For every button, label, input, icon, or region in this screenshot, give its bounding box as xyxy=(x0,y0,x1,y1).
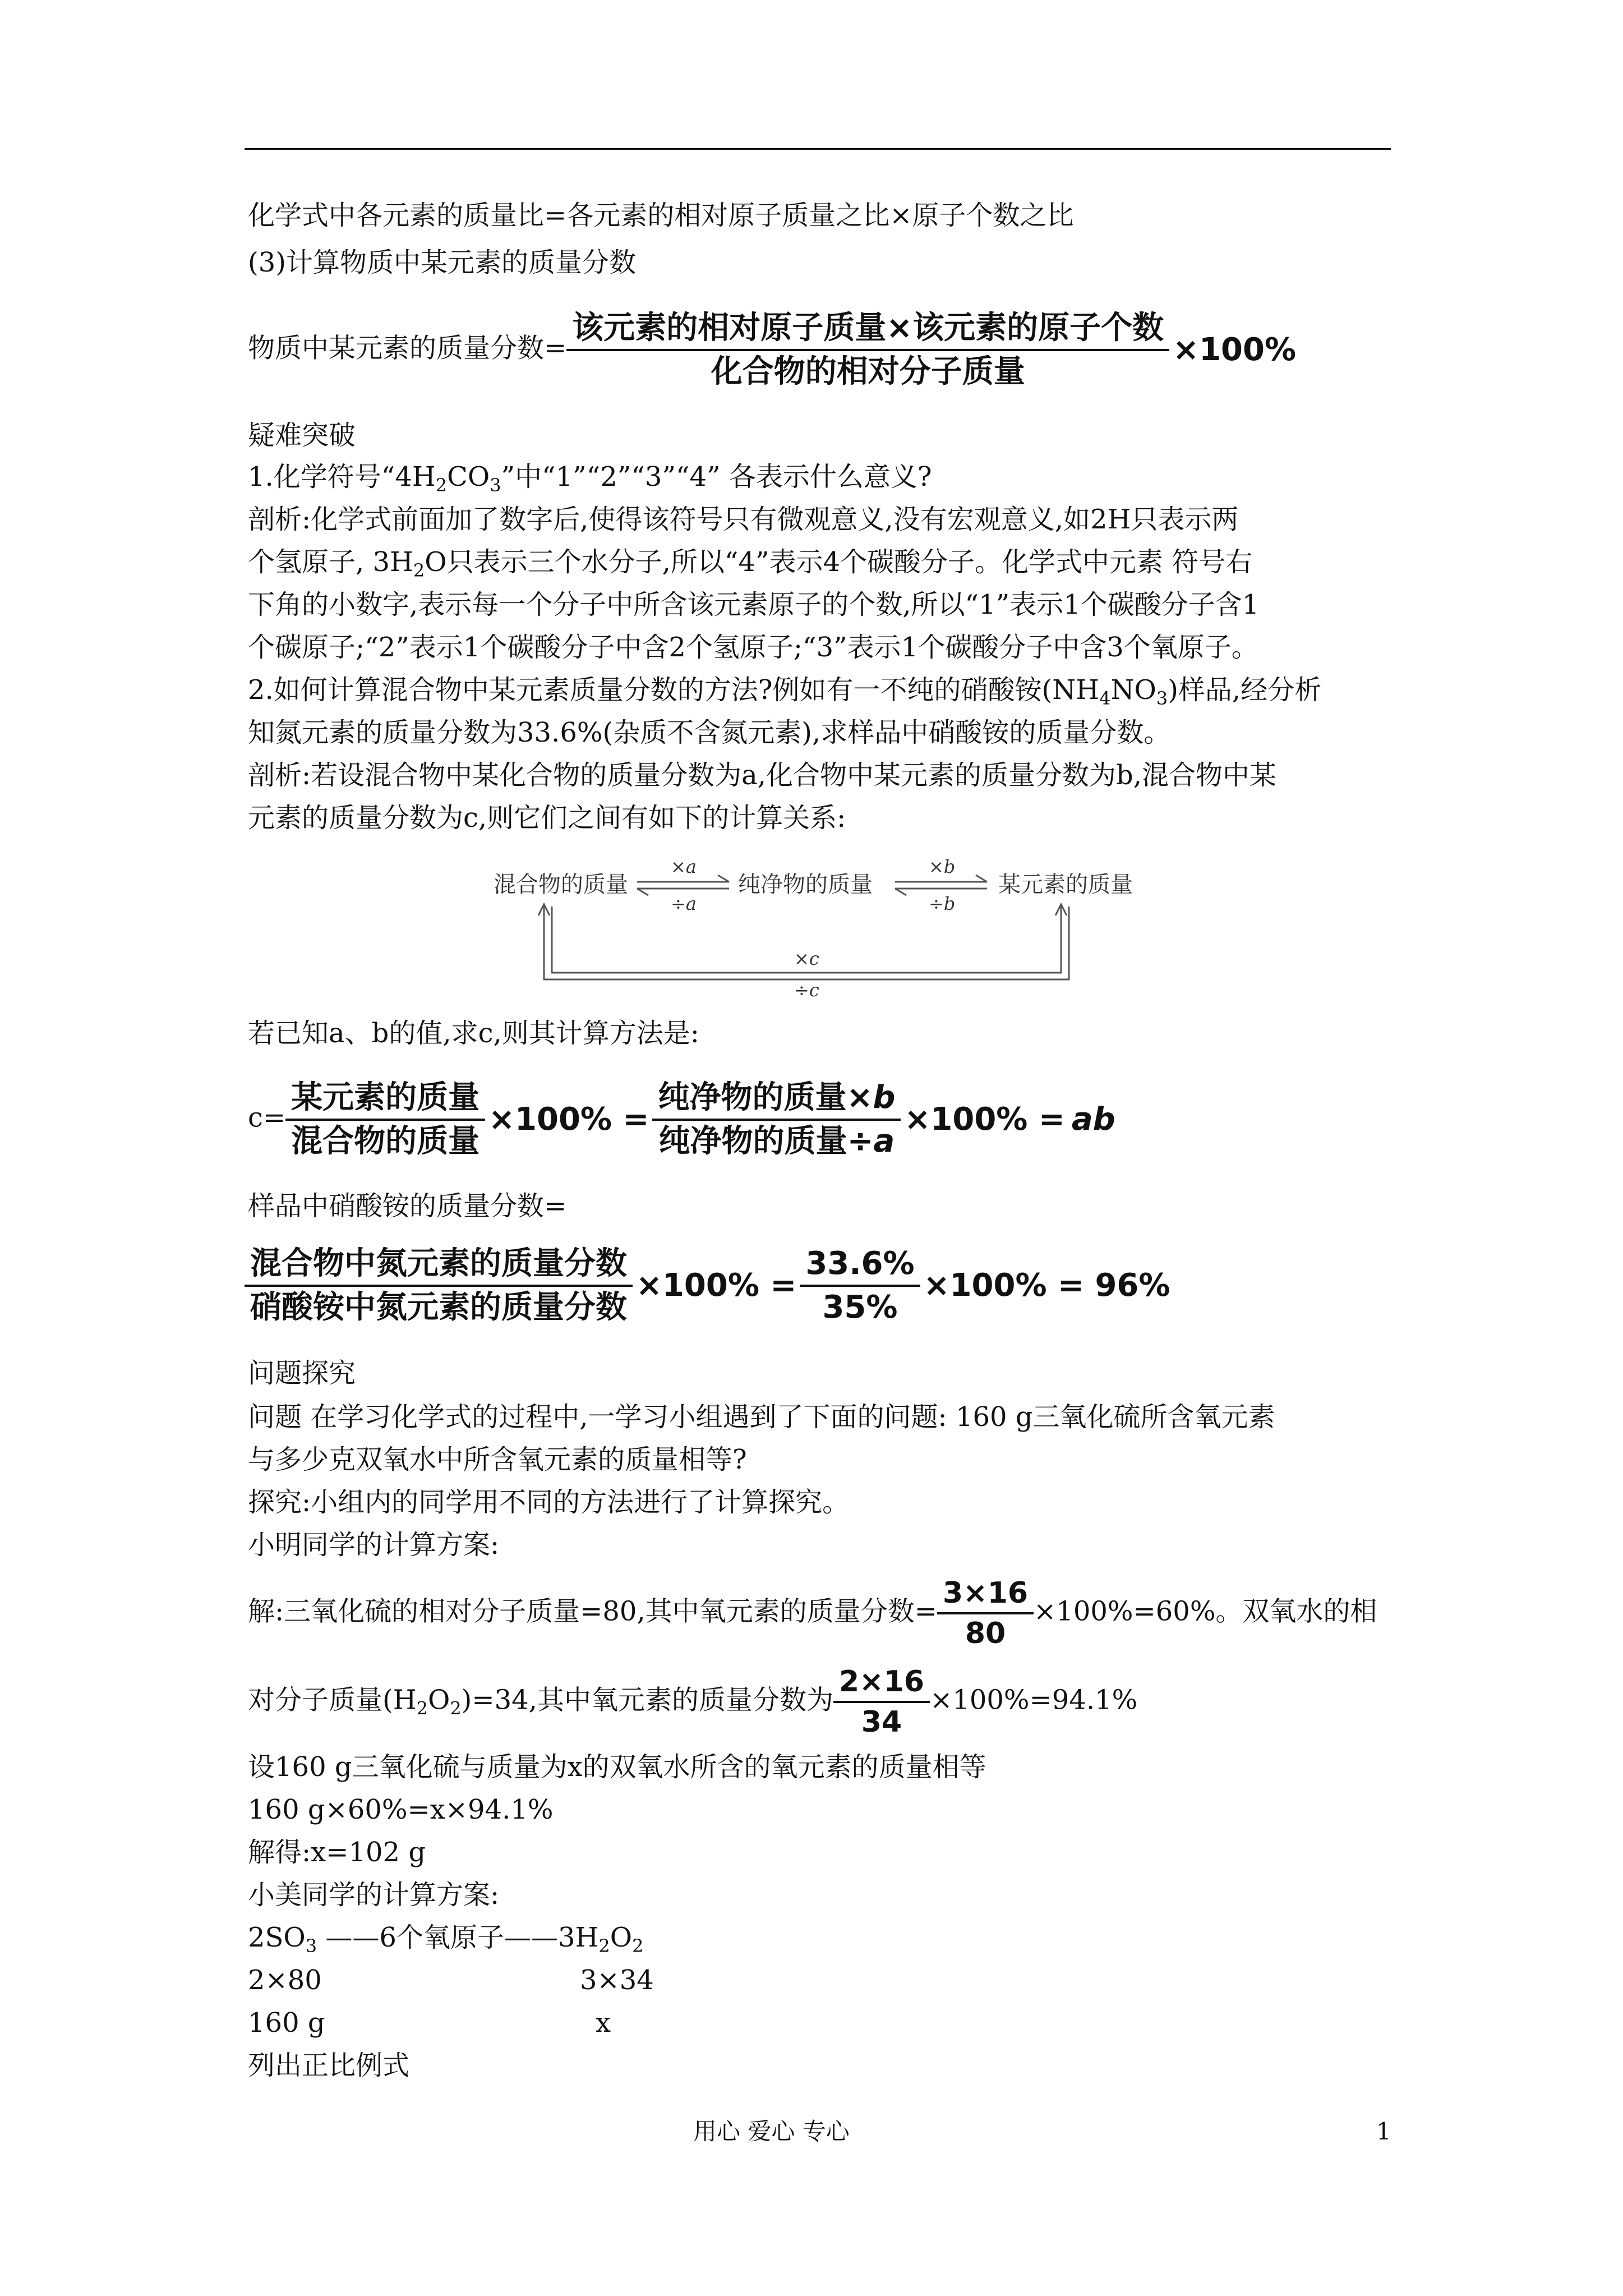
text-line: 个碳原子;“2”表示1个碳酸分子中含2个氢原子;“3”表示1个碳酸分子中含3个氧原子。 xyxy=(248,632,1258,663)
text-line: x xyxy=(596,2007,611,2039)
formula-mass-fraction xyxy=(248,307,1299,393)
text-line: 列出正比例式 xyxy=(248,2050,410,2081)
text-line: (3)计算物质中某元素的质量分数 xyxy=(248,247,636,278)
edge-label: ÷c xyxy=(794,979,819,999)
text-line: 知氮元素的质量分数为33.6%(杂质不含氮元素),求样品中硝酸铵的质量分数。 xyxy=(248,717,1171,748)
question-2: 2.如何计算混合物中某元素质量分数的方法?例如有一不纯的硝酸铵$(NH_4NO_3)$样品,经分析 xyxy=(248,674,1322,709)
text-line: 元素的质量分数为c,则它们之间有如下的计算关系: xyxy=(248,802,846,834)
text-line: 2×80 xyxy=(248,1964,322,1996)
edge-label: ×b xyxy=(929,856,956,877)
text-line: 探究:小组内的同学用不同的方法进行了计算探究。 xyxy=(248,1487,850,1518)
formula-ammonium-nitrate: $\frac{\text{混合物中氮元素的质量分数}}{\text{硝酸铵中氮元素的质量分数}}$ ×100% = $\frac{33.6\%}{35\%}$ ×100% = 96% xyxy=(245,1243,1174,1328)
text-line: $2SO_3$ ——6个氧原子$——3H_2O_2$ xyxy=(248,1922,644,1957)
edge-label: ÷a xyxy=(671,893,697,914)
header-rule xyxy=(245,148,1391,150)
text-line: 与多少克双氧水中所含氧元素的质量相等? xyxy=(248,1444,747,1475)
text-line: 剖析:若设混合物中某化合物的质量分数为a,化合物中某元素的质量分数为b,混合物中某 xyxy=(248,760,1277,791)
page-number: 1 xyxy=(1376,2118,1391,2145)
section-heading: 问题探究 xyxy=(248,1358,356,1389)
fraction-numerator: 该元素的相对原子质量×该元素的原子个数 xyxy=(566,307,1169,351)
formula-suffix: ×100% xyxy=(1173,332,1297,368)
solution-line-2: 对分子质量$(H_2O_2)=34$,其中氧元素的质量分数为 $\frac{2\times 16}{34}$ ×100%=94.1% xyxy=(248,1663,1137,1741)
edge-label: ×c xyxy=(794,948,819,969)
text-line: 个氢原子, $3H_2O$只表示三个水分子,所以“4”表示4个碳酸分子。化学式中元素 符号右 xyxy=(248,546,1253,581)
text-line: 解得:x=102 g xyxy=(248,1837,426,1868)
footer-motto: 用心 爱心 专心 xyxy=(693,2118,850,2145)
section-heading: 疑难突破 xyxy=(248,420,356,451)
text-line: 样品中硝酸铵的质量分数= xyxy=(248,1190,567,1222)
formula-prefix: 物质中某元素的质量分数= xyxy=(248,332,567,364)
text-line: 问题 在学习化学式的过程中,一学习小组遇到了下面的问题: 160 g三氧化硫所含氧元素 xyxy=(248,1401,1275,1433)
text-line: 下角的小数字,表示每一个分子中所含该元素原子的个数,所以“1”表示1个碳酸分子含1 xyxy=(248,589,1260,620)
edge-label: ×a xyxy=(671,856,697,877)
fraction xyxy=(566,307,1169,393)
text-line: 剖析:化学式前面加了数字后,使得该符号只有微观意义,没有宏观意义,如2H只表示两 xyxy=(248,504,1239,535)
text-line: 3×34 xyxy=(580,1964,654,1996)
text-line: 小明同学的计算方案: xyxy=(248,1529,500,1561)
text-line: 若已知a、b的值,求c,则其计算方法是: xyxy=(248,1018,699,1049)
node-mixture: 混合物的质量 xyxy=(494,872,628,898)
mass-relation-diagram xyxy=(482,853,1155,999)
question-1: 1.化学符号“$4H_2CO_3$”中“1”“2”“3”“4” 各表示什么意义? xyxy=(248,461,932,496)
formula-c: c= $\frac{\text{某元素的质量}}{\text{混合物的质量}}$ ×100% = $\frac{\text{纯净物的质量×b}}{\text{纯净物的质量÷a}}$ ×100% = ab xyxy=(248,1077,1119,1162)
text-line: 化学式中各元素的质量比=各元素的相对原子质量之比×原子个数之比 xyxy=(248,200,1074,231)
text-line: 160 g xyxy=(248,2007,325,2039)
node-pure: 纯净物的质量 xyxy=(738,872,873,898)
edge-label: ÷b xyxy=(929,893,956,914)
text-line: 设160 g三氧化硫与质量为x的双氧水所含的氧元素的质量相等 xyxy=(248,1751,986,1783)
text-line: 小美同学的计算方案: xyxy=(248,1879,500,1911)
text-line: 160 g×60%=x×94.1% xyxy=(248,1794,554,1825)
node-element: 某元素的质量 xyxy=(998,872,1133,898)
fraction-denominator: 化合物的相对分子质量 xyxy=(711,353,1025,390)
solution-line-1: 解:三氧化硫的相对分子质量=80,其中氧元素的质量分数= $\frac{3\times 16}{80}$ ×100%=60%。双氧水的相 xyxy=(248,1574,1377,1653)
